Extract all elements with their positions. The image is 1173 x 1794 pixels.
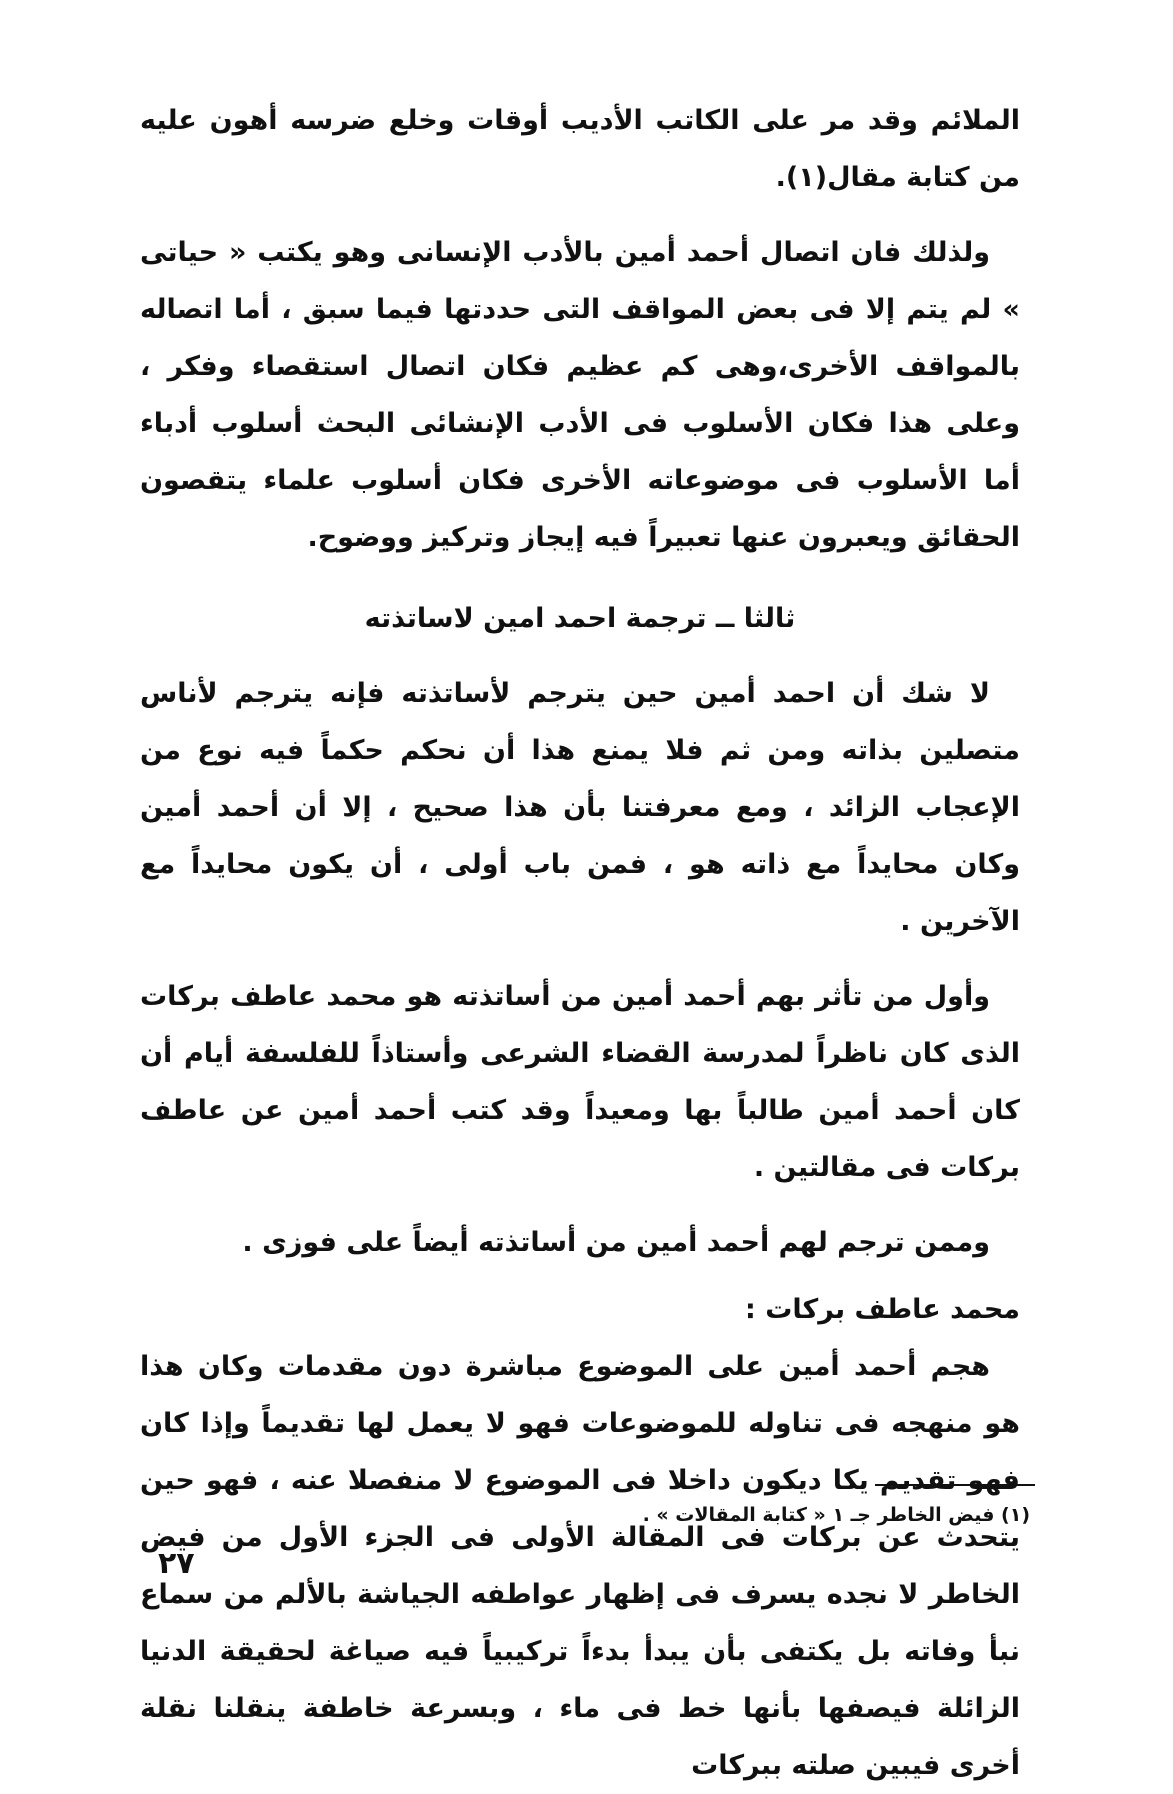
section-heading: ثالثا ــ ترجمة احمد امين لاساتذته bbox=[364, 603, 796, 634]
subsection-heading: محمد عاطف بركات : bbox=[745, 1294, 1020, 1325]
page-number: ٢٧ bbox=[158, 1546, 195, 1581]
footnote: (١) فيض الخاطر جـ ١ « كتابة المقالات » . bbox=[642, 1504, 1030, 1526]
footnote-divider bbox=[875, 1484, 1035, 1486]
page-body bbox=[140, 92, 1020, 1794]
paragraph-1: الملائم وقد مر على الكاتب الأديب أوقات وخلع ضرسه أهون عليه من كتابة مقال(١). bbox=[140, 105, 1020, 193]
paragraph-2: ولذلك فان اتصال أحمد أمين بالأدب الإنسانى وهو يكتب « حياتى » لم يتم إلا فى بعض المواقف التى حددتها فيما سبق ، أما اتصاله بالمواقف الأخرى،وهى كم عظيم فكان اتصال استقصاء وفكر ، وعلى هذا فكان الأسلوب فى الأدب الإنشائى البحث أسلوب أدباء أما الأسلوب فى موضوعاته الأخرى فكان أسلوب علماء يتقصون الحقائق ويعبرون عنها تعبيراً فيه إيجاز وتركيز ووضوح. bbox=[140, 237, 1020, 553]
paragraph-5: وممن ترجم لهم أحمد أمين من أساتذته أيضاً على فوزى . bbox=[242, 1227, 990, 1258]
paragraph-3: لا شك أن احمد أمين حين يترجم لأساتذته فإنه يترجم لأناس متصلين بذاته ومن ثم فلا يمنع هذا أن نحكم حكماً فيه نوع من الإعجاب الزائد ، ومع معرفتنا بأن هذا صحيح ، إلا أن أحمد أمين وكان محايداً مع ذاته هو ، فمن باب أولى ، أن يكون محايداً مع الآخرين . bbox=[140, 678, 1020, 937]
paragraph-4: وأول من تأثر بهم أحمد أمين من أساتذته هو محمد عاطف بركات الذى كان ناظراً لمدرسة القضاء الشرعى وأستاذاً للفلسفة أيام أن كان أحمد أمين طالباً بها ومعيداً وقد كتب أحمد أمين عن عاطف بركات فى مقالتين . bbox=[140, 981, 1020, 1183]
paragraph-6: هجم أحمد أمين على الموضوع مباشرة دون مقدمات وكان هذا هو منهجه فى تناوله للموضوعات فهو لا يعمل لها تقديماً وإذا كان فهو تقديم يكا ديكون داخلا فى الموضوع لا منفصلا عنه ، فهو حين يتحدث عن بركات فى المقالة الأولى فى الجزء الأول من فيض الخاطر لا نجده يسرف فى إظهار عواطفه الجياشة بالألم من سماع نبأ وفاته بل يكتفى بأن يبدأ بدءاً تركيبياً فيه صياغة لحقيقة الدنيا الزائلة فيصفها بأنها خط فى ماء ، وبسرعة خاطفة ينقلنا نقلة أخرى فيبين صلته ببركات bbox=[140, 1351, 1020, 1781]
